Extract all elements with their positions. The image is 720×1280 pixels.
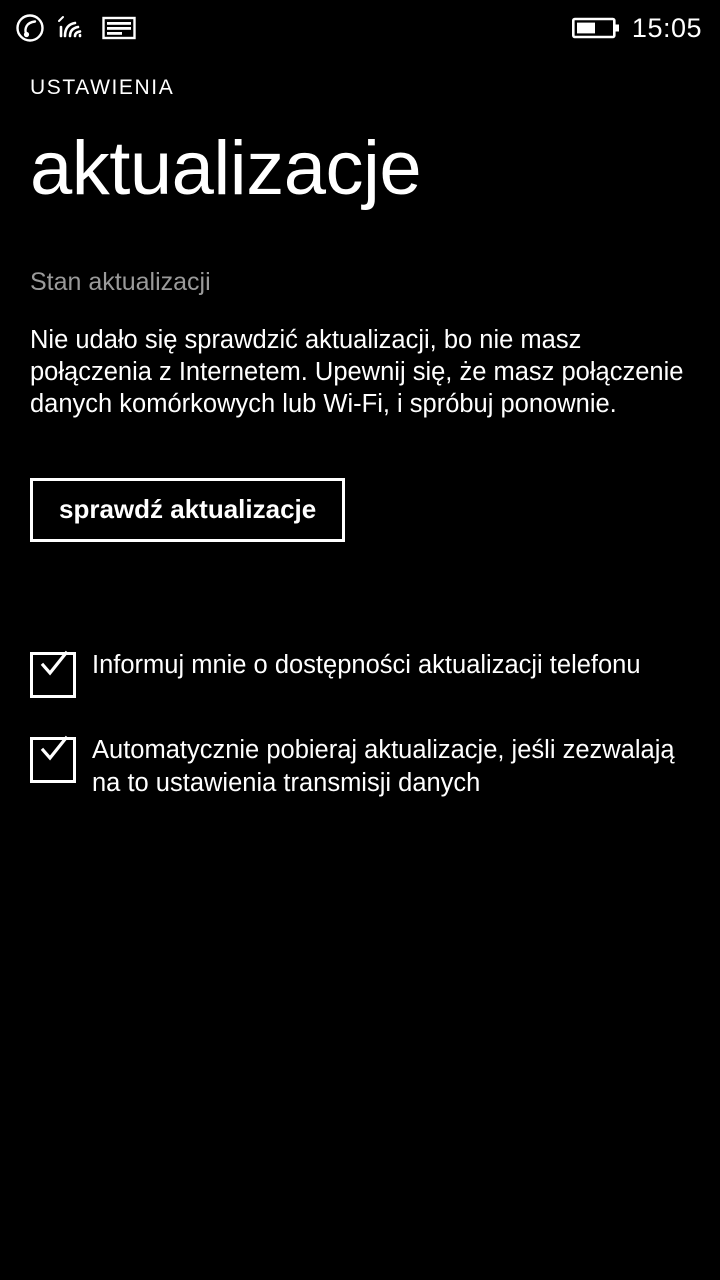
check-mark-icon: [39, 650, 69, 680]
check-updates-button[interactable]: sprawdź aktualizacje: [30, 478, 345, 542]
checkbox-auto-download[interactable]: [30, 737, 76, 783]
checkbox-label-auto-download: Automatycznie pobieraj aktualizacje, jeśli zezwalają na to ustawienia transmisji danych: [92, 736, 675, 797]
battery-icon: [572, 15, 620, 41]
sim-card-icon: [102, 14, 136, 42]
settings-page: [0, 76, 720, 800]
wifi-icon: [56, 14, 90, 42]
check-mark-icon: [39, 735, 69, 765]
update-options-list: [30, 649, 690, 800]
app-title: USTAWIENIA: [30, 76, 175, 99]
checkbox-row-auto-download[interactable]: [30, 734, 690, 800]
checkbox-notify-updates[interactable]: [30, 652, 76, 698]
update-status-message: Nie udało się sprawdzić aktualizacji, bo nie masz połączenia z Internetem. Upewnij się, że masz połączenie danych komórkowych lub Wi-Fi, i spróbuj ponownie.: [30, 326, 684, 418]
status-bar-clock: 15:05: [631, 12, 702, 43]
status-bar: [0, 0, 720, 56]
section-label-update-status: Stan aktualizacji: [30, 268, 211, 296]
nfc-icon: [16, 14, 44, 42]
status-bar-right: [572, 13, 702, 44]
checkbox-row-notify-updates[interactable]: [30, 649, 690, 698]
checkbox-label-notify-updates: Informuj mnie o dostępności aktualizacji telefonu: [92, 651, 641, 679]
status-bar-left-icons: [16, 14, 136, 42]
page-title: aktualizacje: [30, 126, 422, 211]
